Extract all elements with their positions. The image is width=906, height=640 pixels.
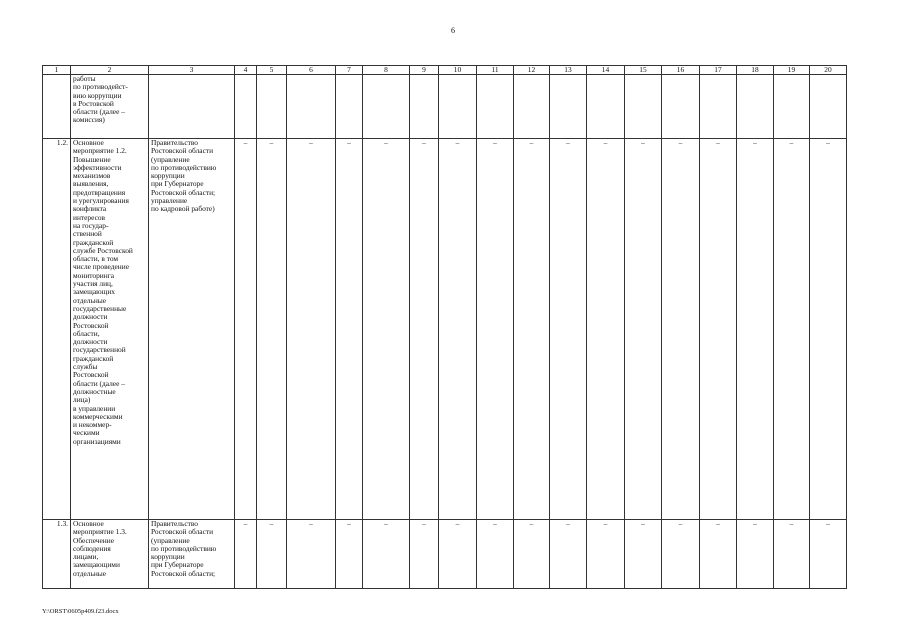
- value-cell: –: [235, 139, 257, 520]
- activity-name-cell: Основное мероприятие 1.3. Обеспечение соблюдения лицами, замещающими отдельные: [71, 520, 149, 589]
- value-cell: [514, 75, 550, 139]
- header-cell: 18: [737, 66, 774, 75]
- value-cell: –: [774, 520, 810, 589]
- value-cell: –: [625, 520, 662, 589]
- value-cell: –: [662, 520, 700, 589]
- value-cell: –: [477, 139, 514, 520]
- value-cell: –: [514, 520, 550, 589]
- header-cell: 4: [235, 66, 257, 75]
- value-cell: –: [257, 139, 287, 520]
- value-cell: –: [587, 520, 625, 589]
- value-cell: –: [587, 139, 625, 520]
- value-cell: –: [235, 520, 257, 589]
- footer-file-path: Y:\ORST\0605p409.f23.docx: [42, 608, 119, 615]
- value-cell: –: [514, 139, 550, 520]
- value-cell: –: [287, 139, 336, 520]
- header-cell: 6: [287, 66, 336, 75]
- value-cell: –: [550, 139, 587, 520]
- header-cell: 1: [43, 66, 71, 75]
- value-cell: [439, 75, 477, 139]
- value-cell: –: [287, 520, 336, 589]
- value-cell: –: [700, 520, 737, 589]
- value-cell: [774, 75, 810, 139]
- header-cell: 16: [662, 66, 700, 75]
- value-cell: [410, 75, 439, 139]
- header-row: [43, 66, 847, 75]
- value-cell: [477, 75, 514, 139]
- header-cell: 3: [149, 66, 235, 75]
- activity-name-cell: работы по противодейст- вию коррупции в Ростовской области (далее – комиссия): [71, 75, 149, 139]
- value-cell: –: [336, 520, 363, 589]
- value-cell: –: [810, 520, 847, 589]
- value-cell: –: [737, 139, 774, 520]
- header-cell: 20: [810, 66, 847, 75]
- header-cell: 10: [439, 66, 477, 75]
- table-row: [43, 139, 847, 520]
- value-cell: [737, 75, 774, 139]
- value-cell: –: [550, 520, 587, 589]
- value-cell: –: [625, 139, 662, 520]
- activity-name-cell: Основное мероприятие 1.2. Повышение эффективности механизмов выявления, предотвращения и урегулирования конфликта интересов на государ- ственной гражданской службе Ростовской области, в том числе проведение мониторинга участия лиц, замещающих отдельные государственные должности Ростовской области, должности государственной гражданской службы Ростовской области (далее – должностные лица) в управлении коммерческими и некоммер- ческими организациями: [71, 139, 149, 520]
- header-cell: 11: [477, 66, 514, 75]
- value-cell: [235, 75, 257, 139]
- value-cell: –: [363, 520, 410, 589]
- executor-cell: [149, 75, 235, 139]
- value-cell: [587, 75, 625, 139]
- value-cell: [625, 75, 662, 139]
- value-cell: –: [439, 520, 477, 589]
- header-cell: 13: [550, 66, 587, 75]
- value-cell: [257, 75, 287, 139]
- table-row: [43, 520, 847, 589]
- value-cell: –: [410, 139, 439, 520]
- table-row: [43, 75, 847, 139]
- header-cell: 7: [336, 66, 363, 75]
- value-cell: –: [410, 520, 439, 589]
- value-cell: –: [662, 139, 700, 520]
- value-cell: [662, 75, 700, 139]
- value-cell: –: [774, 139, 810, 520]
- value-cell: –: [336, 139, 363, 520]
- header-cell: 12: [514, 66, 550, 75]
- value-cell: –: [363, 139, 410, 520]
- value-cell: [550, 75, 587, 139]
- header-cell: 8: [363, 66, 410, 75]
- header-cell: 15: [625, 66, 662, 75]
- row-number-cell: 1.2.: [43, 139, 71, 520]
- value-cell: –: [257, 520, 287, 589]
- row-number-cell: [43, 75, 71, 139]
- value-cell: [287, 75, 336, 139]
- program-table: [42, 65, 847, 589]
- value-cell: [700, 75, 737, 139]
- header-cell: 19: [774, 66, 810, 75]
- value-cell: –: [477, 520, 514, 589]
- value-cell: [363, 75, 410, 139]
- value-cell: –: [439, 139, 477, 520]
- value-cell: [810, 75, 847, 139]
- executor-cell: Правительство Ростовской области (управление по противодействию коррупции при Губернаторе Ростовской области; управление по кадровой работе): [149, 139, 235, 520]
- header-cell: 17: [700, 66, 737, 75]
- row-number-cell: 1.3.: [43, 520, 71, 589]
- value-cell: –: [700, 139, 737, 520]
- value-cell: [336, 75, 363, 139]
- value-cell: –: [737, 520, 774, 589]
- header-cell: 5: [257, 66, 287, 75]
- page-number: 6: [451, 26, 455, 35]
- header-cell: 9: [410, 66, 439, 75]
- header-cell: 2: [71, 66, 149, 75]
- value-cell: –: [810, 139, 847, 520]
- header-cell: 14: [587, 66, 625, 75]
- executor-cell: Правительство Ростовской области (управление по противодействию коррупции при Губернаторе Ростовской области;: [149, 520, 235, 589]
